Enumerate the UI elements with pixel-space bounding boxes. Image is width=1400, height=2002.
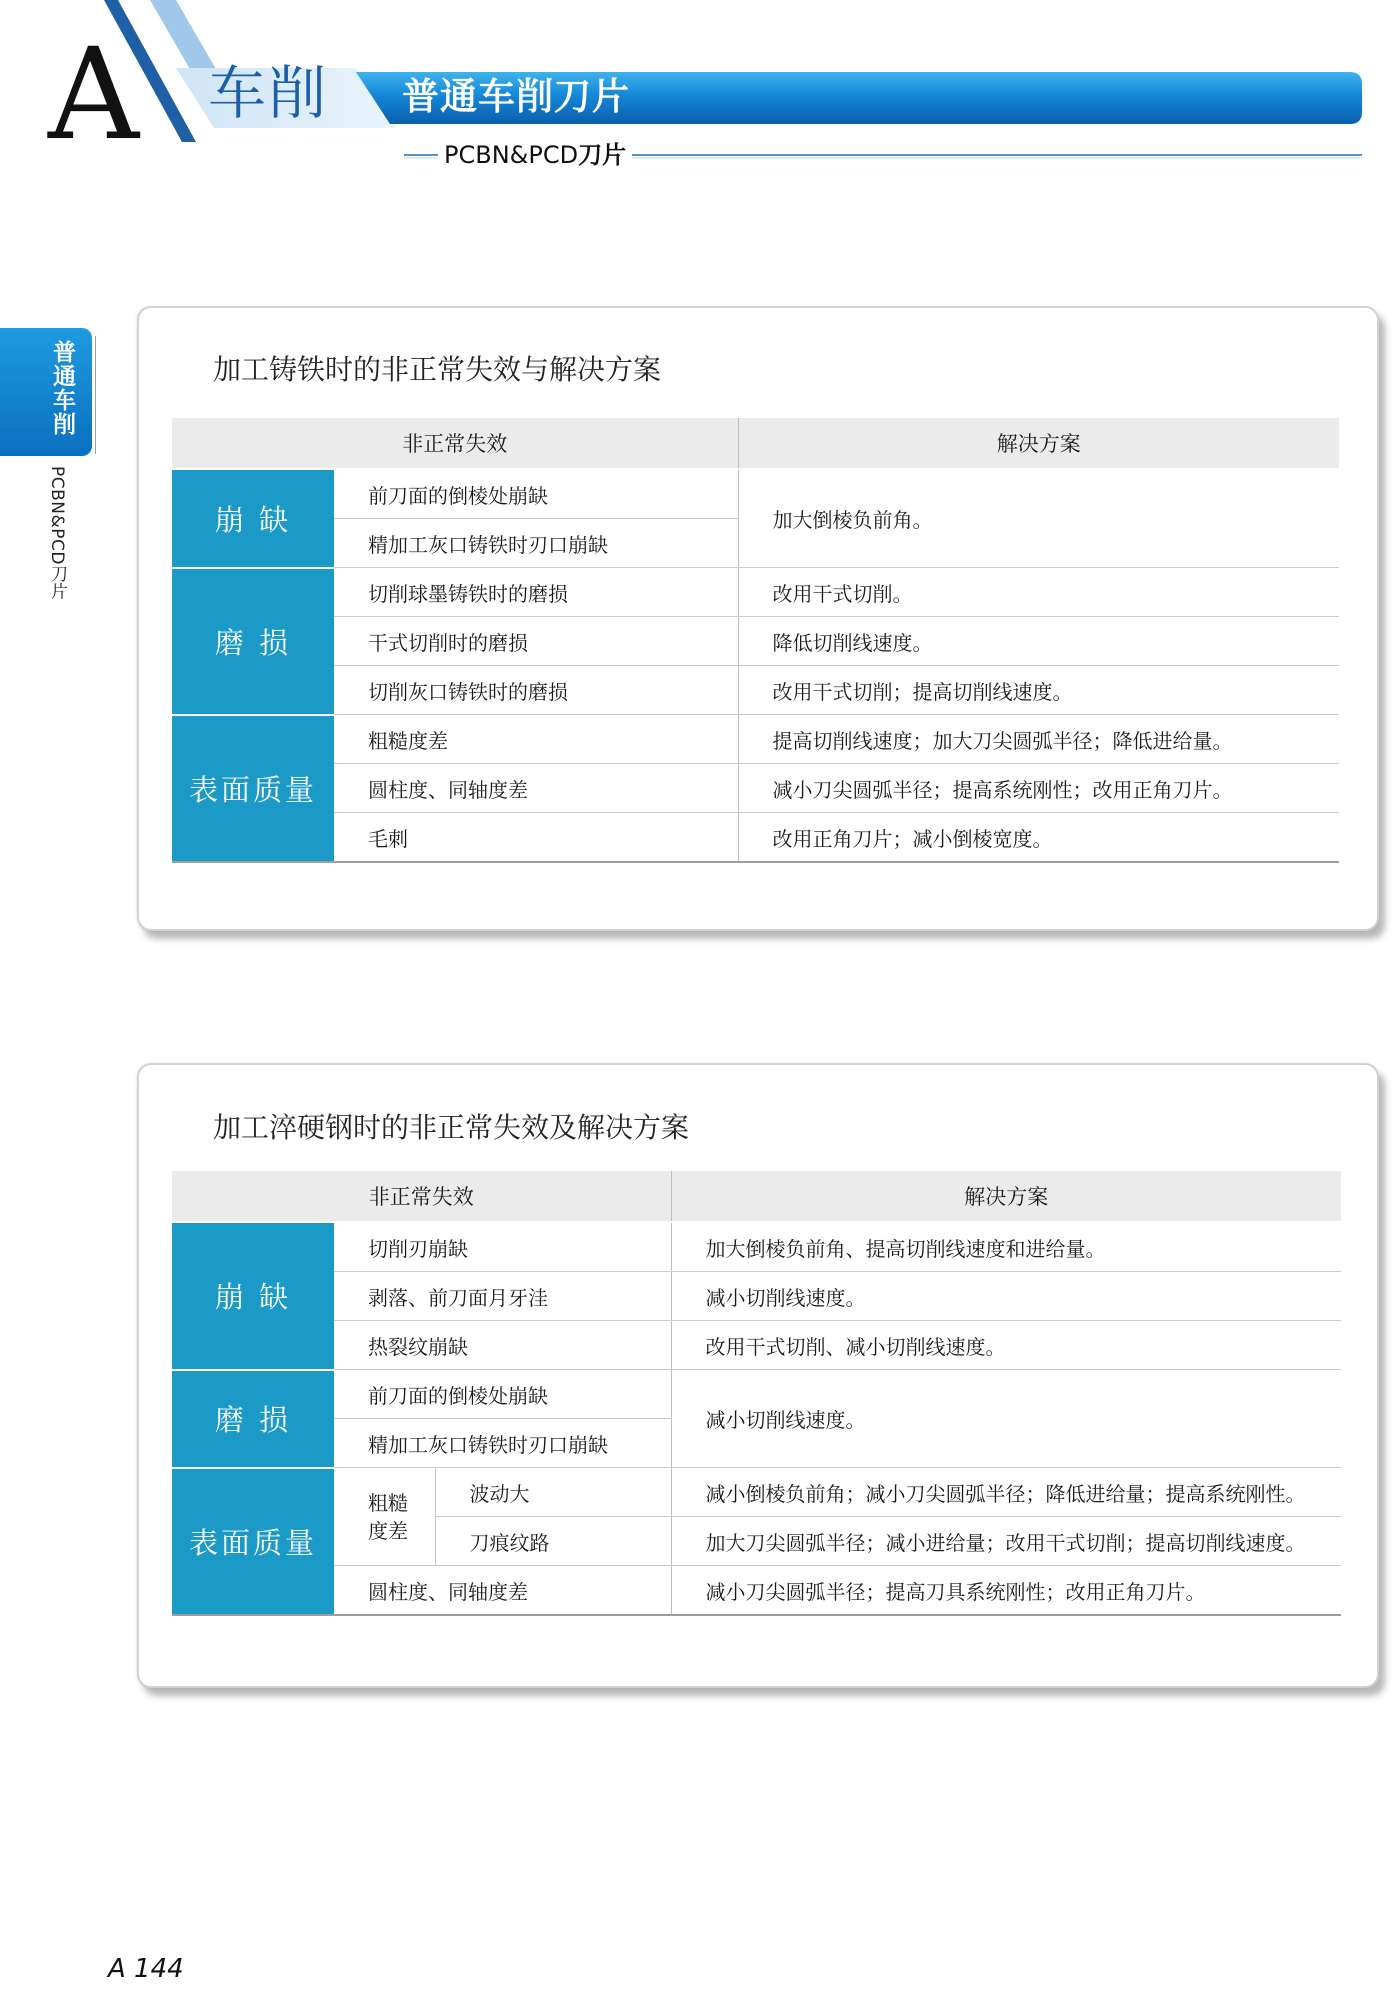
page-subtitle: [438, 143, 632, 167]
failure-cell: 切削刃崩缺: [334, 1222, 671, 1272]
chapter-letter: A: [48, 21, 139, 168]
col-header-solution: 解决方案: [671, 1171, 1341, 1222]
subtitle-prefix: PCBN&PCD: [444, 141, 579, 169]
section-title: 车削: [208, 59, 329, 127]
failure-cell: 粗糙度差: [334, 715, 738, 764]
failure-cell: 剥落、前刀面月牙洼: [334, 1272, 671, 1321]
page-title: 普通车削刀片: [402, 75, 630, 118]
table-row: [172, 617, 1339, 666]
table-row: [172, 469, 1339, 519]
col-header-failure: 非正常失效: [172, 1171, 671, 1222]
cast-iron-table-title: 加工铸铁时的非正常失效与解决方案: [213, 353, 662, 386]
table-row: [172, 1321, 1341, 1370]
solution-cell: 减小切削线速度。: [671, 1370, 1341, 1468]
category-cell: 表面质量: [172, 715, 334, 863]
hardened-steel-table-title: 加工淬硬钢时的非正常失效及解决方案: [213, 1111, 690, 1144]
side-tab-label: 普通车削: [49, 340, 75, 436]
cast-iron-failure-table: [172, 418, 1339, 863]
failure-cell: 干式切削时的磨损: [334, 617, 738, 666]
table-row: [172, 813, 1339, 863]
solution-cell: 减小刀尖圆弧半径；提高刀具系统刚性；改用正角刀片。: [671, 1566, 1341, 1616]
table-row: [172, 1566, 1341, 1616]
category-cell: 磨 损: [172, 1370, 334, 1468]
solution-cell: 加大倒棱负前角、提高切削线速度和进给量。: [671, 1222, 1341, 1272]
solution-cell: 减小切削线速度。: [671, 1272, 1341, 1321]
failure-cell: 精加工灰口铸铁时刃口崩缺: [334, 1419, 671, 1468]
category-cell: 表面质量: [172, 1468, 334, 1616]
table-row: [172, 1272, 1341, 1321]
solution-cell: 加大倒棱负前角。: [738, 469, 1339, 568]
table-row: [172, 568, 1339, 617]
table-row: [172, 1370, 1341, 1419]
failure-cell: 热裂纹崩缺: [334, 1321, 671, 1370]
solution-cell: 改用正角刀片；减小倒棱宽度。: [738, 813, 1339, 863]
table-row: [172, 1222, 1341, 1272]
solution-cell: 提高切削线速度；加大刀尖圆弧半径；降低进给量。: [738, 715, 1339, 764]
page-header: [0, 0, 1400, 200]
solution-cell: 加大刀尖圆弧半径；减小进给量；改用干式切削；提高切削线速度。: [671, 1517, 1341, 1566]
failure-cell: 波动大: [435, 1468, 671, 1517]
category-cell: 崩 缺: [172, 1222, 334, 1370]
table-header-row: [172, 418, 1339, 469]
solution-cell: 改用干式切削；提高切削线速度。: [738, 666, 1339, 715]
sub-group-label-line1: 粗糙: [368, 1490, 408, 1515]
hardened-steel-panel: [137, 1063, 1379, 1688]
failure-cell: 毛刺: [334, 813, 738, 863]
col-header-solution: 解决方案: [738, 418, 1339, 469]
failure-cell: 前刀面的倒棱处崩缺: [334, 1370, 671, 1419]
failure-cell: 圆柱度、同轴度差: [334, 1566, 671, 1616]
table-row: [172, 666, 1339, 715]
subtitle-suffix: 刀片: [578, 141, 627, 169]
page-number: A 144: [108, 1954, 184, 1984]
table-row: [172, 715, 1339, 764]
cast-iron-panel: [137, 306, 1379, 931]
failure-cell: 刀痕纹路: [435, 1517, 671, 1566]
failure-cell: 精加工灰口铸铁时刃口崩缺: [334, 519, 738, 568]
failure-cell: 前刀面的倒棱处崩缺: [334, 469, 738, 519]
side-sub-label: PCBN&PCD刀片: [47, 466, 67, 600]
solution-cell: 降低切削线速度。: [738, 617, 1339, 666]
failure-cell: 切削球墨铸铁时的磨损: [334, 568, 738, 617]
col-header-failure: 非正常失效: [172, 418, 738, 469]
solution-cell: 减小倒棱负前角；减小刀尖圆弧半径；降低进给量；提高系统刚性。: [671, 1468, 1341, 1517]
failure-cell: 圆柱度、同轴度差: [334, 764, 738, 813]
sub-group-label: [334, 1468, 435, 1566]
table-row: [172, 764, 1339, 813]
table-row: [172, 1468, 1341, 1517]
solution-cell: 改用干式切削、减小切削线速度。: [671, 1321, 1341, 1370]
category-cell: 崩 缺: [172, 469, 334, 568]
solution-cell: 减小刀尖圆弧半径；提高系统刚性；改用正角刀片。: [738, 764, 1339, 813]
failure-cell: 切削灰口铸铁时的磨损: [334, 666, 738, 715]
sub-group-label-line2: 度差: [368, 1518, 408, 1543]
table-header-row: [172, 1171, 1341, 1222]
hardened-steel-failure-table: [172, 1171, 1341, 1616]
side-divider: [95, 336, 96, 454]
category-cell: 磨 损: [172, 568, 334, 715]
solution-cell: 改用干式切削。: [738, 568, 1339, 617]
